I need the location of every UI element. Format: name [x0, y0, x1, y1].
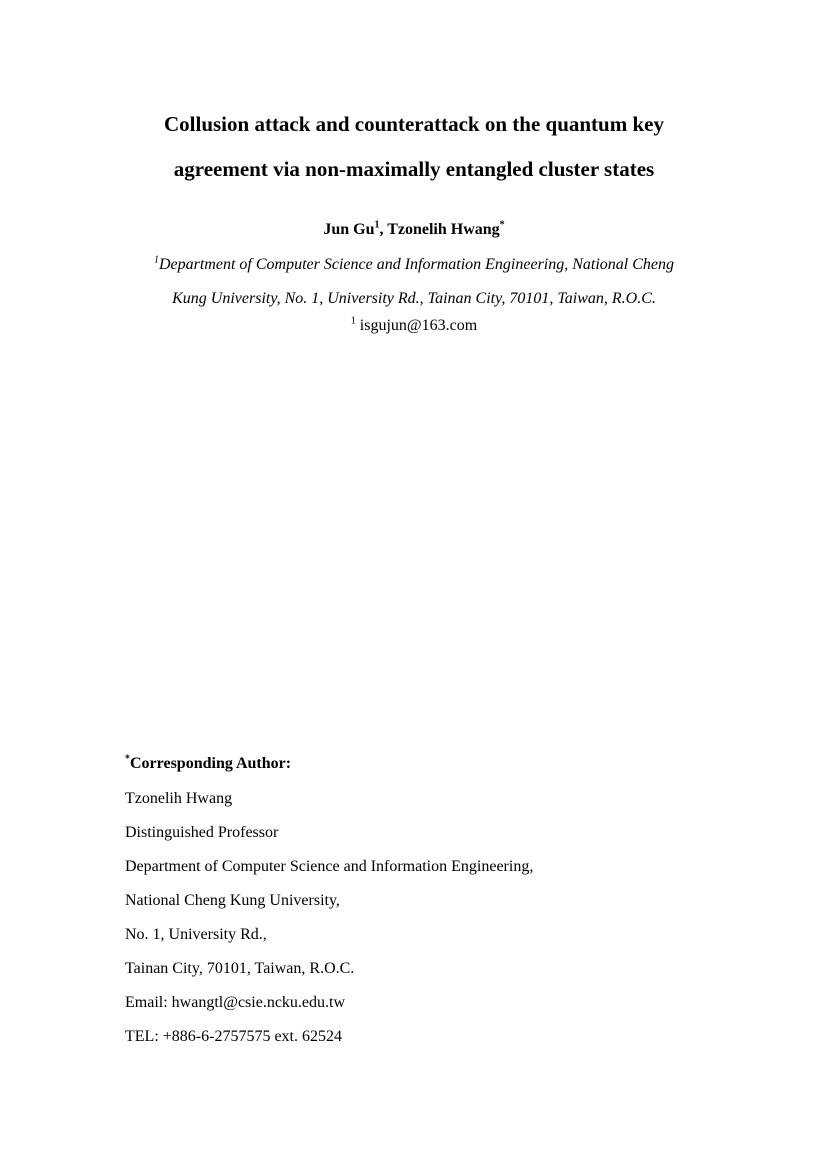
author-name-2: Tzonelih Hwang: [387, 221, 500, 238]
affiliation-line-1: [0, 254, 828, 273]
corresponding-heading-text: Corresponding Author:: [130, 755, 292, 772]
affiliation-line-2: Kung University, No. 1, University Rd., Tainan City, 70101, Taiwan, R.O.C.: [172, 290, 656, 307]
corresponding-department: Department of Computer Science and Information Engineering,: [125, 858, 534, 875]
corresponding-mark: *: [125, 753, 130, 765]
author-2-corresponding-mark: *: [499, 219, 505, 231]
author-email: [0, 315, 828, 334]
affiliation-mark: 1: [153, 254, 159, 266]
author-name-1: Jun Gu: [323, 221, 375, 238]
author-1-affiliation-mark: 1: [374, 219, 380, 231]
author-list: [0, 219, 828, 238]
author-separator: ,: [379, 221, 388, 238]
corresponding-street: No. 1, University Rd.,: [125, 926, 267, 943]
affiliation-text-1: Department of Computer Science and Information Engineering, National Cheng: [158, 256, 675, 273]
author-email-mark: 1: [350, 315, 356, 327]
corresponding-phone: TEL: +886-6-2757575 ext. 62524: [125, 1028, 342, 1045]
corresponding-email: Email: hwangtl@csie.ncku.edu.tw: [125, 994, 346, 1011]
corresponding-city: Tainan City, 70101, Taiwan, R.O.C.: [125, 960, 355, 977]
corresponding-university: National Cheng Kung University,: [125, 892, 340, 909]
title-line-1: Collusion attack and counterattack on the quantum key: [164, 112, 664, 136]
corresponding-name: Tzonelih Hwang: [125, 790, 233, 807]
author-email-address: isgujun@163.com: [355, 317, 478, 334]
corresponding-title: Distinguished Professor: [125, 824, 279, 841]
title-line-2: agreement via non-maximally entangled cluster states: [173, 157, 655, 181]
corresponding-author-heading: [125, 753, 292, 772]
